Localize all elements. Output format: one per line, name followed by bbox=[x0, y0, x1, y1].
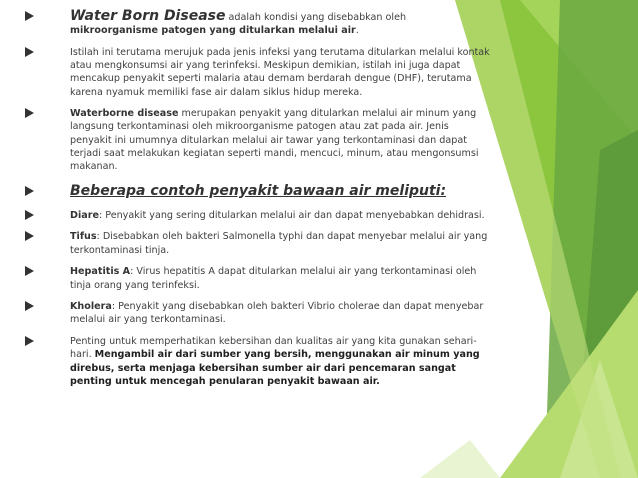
term: Hepatitis A bbox=[70, 266, 131, 278]
term: Tifus bbox=[70, 231, 97, 243]
list-item: Tifus: Disebabkan oleh bakteri Salmonella typhi dan dapat menyebar melalui air yang terkontaminasi tinja. bbox=[22, 230, 492, 256]
list-heading bbox=[22, 182, 492, 200]
bullet-arrow-icon bbox=[25, 11, 34, 21]
section-heading: Beberapa contoh penyakit bawaan air meliputi: bbox=[70, 182, 447, 199]
list-item: Istilah ini terutama merujuk pada jenis infeksi yang terutama ditularkan melalui kontak atau mengkonsumsi air yang terinfeksi. Meskipun demikian, istilah ini juga dapat mencakup penyakit seperti malaria atau demam berdarah dengue (DHF), terutama karena nyamuk memiliki fase air dalam siklus hidup mereka. bbox=[22, 46, 492, 99]
list-item: Kholera: Penyakit yang disebabkan oleh bakteri Vibrio cholerae dan dapat menyebar melalui air yang terkontaminasi. bbox=[22, 300, 492, 326]
bullet-arrow-icon bbox=[25, 210, 34, 220]
bullet-arrow-icon bbox=[25, 336, 34, 346]
term: Diare bbox=[70, 209, 99, 221]
bullet-arrow-icon bbox=[25, 186, 34, 196]
bullet-arrow-icon bbox=[25, 266, 34, 276]
facet-bottom-pale bbox=[420, 440, 500, 478]
term: Water Born Disease bbox=[70, 8, 226, 24]
bullet-list bbox=[22, 10, 492, 396]
term: Kholera bbox=[70, 301, 112, 313]
emphasis: Mengambil air dari sumber yang bersih, menggunakan air minum yang direbus, serta menjaga kebersihan sumber air dari pencemaran sangat penting untuk mencegah penularan penyakit bawaan air. bbox=[70, 349, 480, 387]
bullet-arrow-icon bbox=[25, 47, 34, 57]
list-item: Penting untuk memperhatikan kebersihan dan kualitas air yang kita gunakan sehari-hari. Mengambil air dari sumber yang bersih, menggunakan air minum yang direbus, serta menjaga kebersihan sumber air dari pencemaran sangat penting untuk mencegah penularan penyakit bawaan air. bbox=[22, 335, 492, 388]
list-item: Hepatitis A: Virus hepatitis A dapat ditularkan melalui air yang terkontaminasi oleh tinja orang yang terinfeksi. bbox=[22, 265, 492, 291]
list-item: Diare: Penyakit yang sering ditularkan melalui air dan dapat menyebabkan dehidrasi. bbox=[22, 209, 492, 222]
bullet-arrow-icon bbox=[25, 108, 34, 118]
list-item: Water Born Disease adalah kondisi yang disebabkan oleh mikroorganisme patogen yang ditularkan melalui air. bbox=[22, 10, 492, 37]
term: Waterborne disease bbox=[70, 108, 179, 120]
bullet-arrow-icon bbox=[25, 301, 34, 311]
bullet-arrow-icon bbox=[25, 231, 34, 241]
list-item: Waterborne disease merupakan penyakit yang ditularkan melalui air minum yang langsung terkontaminasi oleh mikroorganisme patogen atau zat pada air. Jenis penyakit ini umumnya ditularkan melalui air tawar yang terkontaminasi dan dapat terjadi saat melakukan kegiatan seperti mandi, mencuci, minum, atau mengonsumsi makanan. bbox=[22, 107, 492, 173]
